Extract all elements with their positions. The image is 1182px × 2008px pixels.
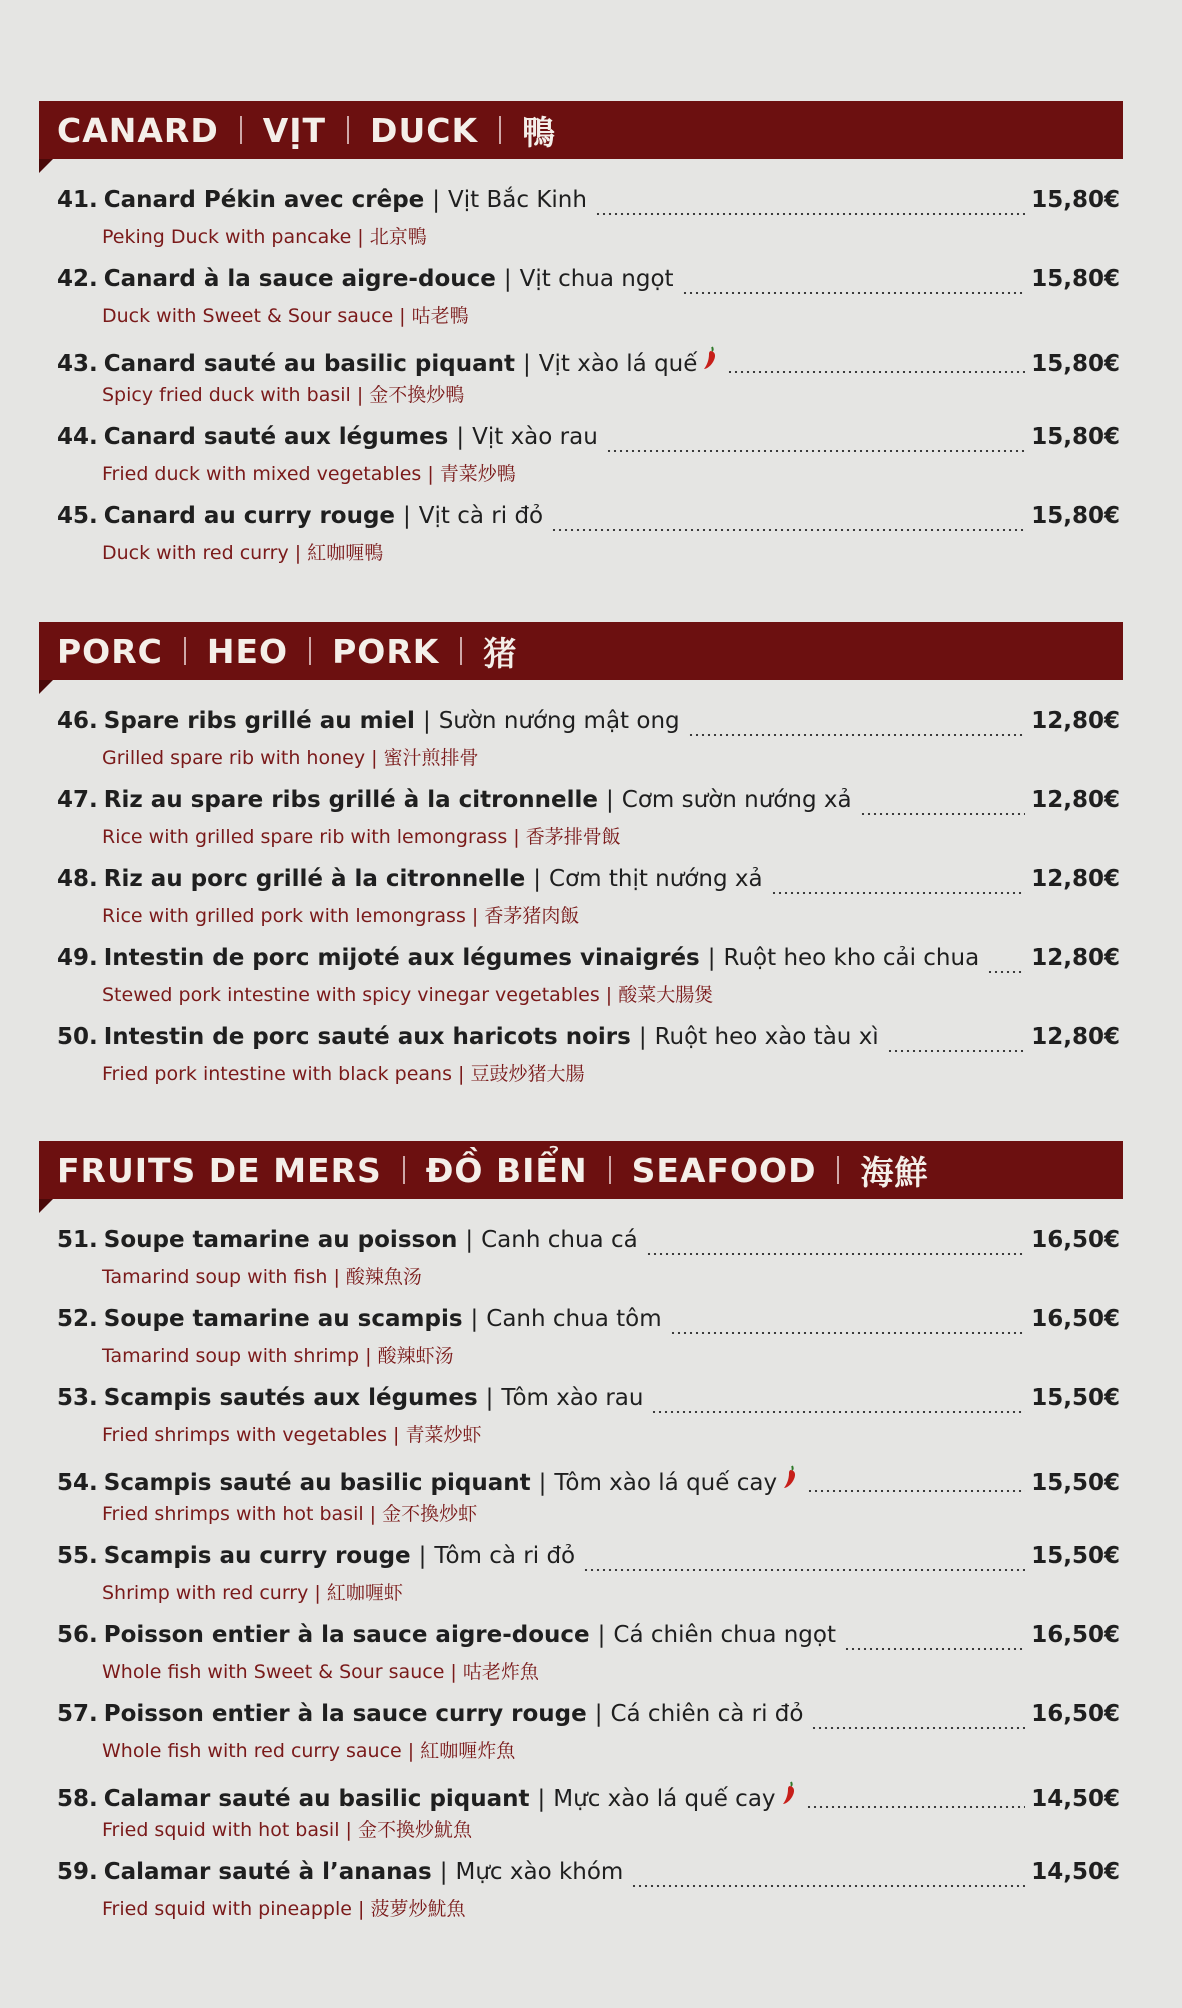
- dotted-leader: [682, 292, 1026, 294]
- item-price: 12,80€: [1031, 708, 1120, 734]
- item-name-separator: |: [503, 266, 512, 292]
- dotted-leader: [987, 971, 1025, 973]
- item-number: 50.: [57, 1024, 98, 1050]
- item-name-separator: |: [538, 1470, 547, 1496]
- item-description: Tamarind soup with shrimp | 酸辣虾汤: [102, 1345, 454, 1367]
- item-price: 15,80€: [1031, 351, 1120, 377]
- header-divider: [837, 1156, 839, 1184]
- section-title-part: DUCK: [370, 110, 479, 150]
- section-header: [39, 1141, 1123, 1199]
- item-number: 54.: [57, 1470, 98, 1496]
- item-number: 47.: [57, 787, 98, 813]
- item-name-vietnamese: Vịt xào lá quế: [538, 351, 698, 377]
- item-number: 55.: [57, 1543, 98, 1569]
- menu-item-line: [57, 1543, 1120, 1577]
- header-divider: [609, 1156, 611, 1184]
- item-description: Rice with grilled spare rib with lemongrass | 香茅排骨飯: [102, 826, 621, 848]
- dotted-leader: [688, 734, 1026, 736]
- item-name-vietnamese: Cơm thịt nướng xả: [549, 866, 763, 892]
- dotted-leader: [771, 892, 1026, 894]
- item-number: 56.: [57, 1622, 98, 1648]
- menu-item: [57, 1622, 1120, 1701]
- item-name-vietnamese: Cơm sườn nướng xả: [621, 787, 852, 813]
- menu-item-line: [57, 345, 1120, 379]
- item-price: 15,80€: [1031, 266, 1120, 292]
- chili-pepper-icon: [701, 345, 719, 376]
- item-name-separator: |: [707, 945, 716, 971]
- item-number: 53.: [57, 1385, 98, 1411]
- section-title-part: SEAFOOD: [631, 1150, 817, 1190]
- menu-item-line: [57, 1780, 1120, 1814]
- menu-item: [57, 266, 1120, 345]
- item-name-separator: |: [485, 1385, 494, 1411]
- item-price: 12,80€: [1031, 866, 1120, 892]
- item-description: Peking Duck with pancake | 北京鴨: [102, 226, 427, 248]
- dotted-leader: [631, 1885, 1025, 1887]
- menu-item: [57, 1024, 1120, 1103]
- item-number: 44.: [57, 424, 98, 450]
- header-divider: [240, 116, 242, 144]
- item-name-separator: |: [418, 1543, 427, 1569]
- item-name-french: Canard sauté au basilic piquant: [103, 351, 515, 377]
- item-price: 16,50€: [1031, 1701, 1120, 1727]
- item-price: 15,50€: [1031, 1385, 1120, 1411]
- section-title-part: 猪: [483, 633, 518, 673]
- item-price: 15,80€: [1031, 424, 1120, 450]
- menu-item-line: [57, 503, 1120, 537]
- menu-item-line: [57, 424, 1120, 458]
- dotted-leader: [807, 1490, 1025, 1492]
- item-name-vietnamese: Sườn nướng mật ong: [438, 708, 680, 734]
- item-name-vietnamese: Vịt xào rau: [472, 424, 598, 450]
- dotted-leader: [806, 1806, 1026, 1808]
- menu-items: [57, 187, 1120, 582]
- item-name-french: Scampis au curry rouge: [103, 1543, 411, 1569]
- menu-item: [57, 945, 1120, 1024]
- item-name-french: Riz au porc grillé à la citronnelle: [103, 866, 526, 892]
- item-name-vietnamese: Ruột heo xào tàu xì: [654, 1024, 879, 1050]
- item-price: 12,80€: [1031, 1024, 1120, 1050]
- section-title-part: PORK: [332, 631, 440, 671]
- item-name-vietnamese: Tôm xào rau: [501, 1385, 644, 1411]
- item-name-separator: |: [470, 1306, 479, 1332]
- menu-item-line: [57, 1464, 1120, 1498]
- item-name-vietnamese: Vịt chua ngọt: [519, 266, 674, 292]
- item-name-separator: |: [422, 708, 431, 734]
- dotted-leader: [887, 1050, 1026, 1052]
- menu-item-line: [57, 866, 1120, 900]
- menu-item: [57, 1464, 1120, 1543]
- menu-item: [57, 187, 1120, 266]
- item-name-separator: |: [432, 187, 441, 213]
- item-price: 14,50€: [1031, 1786, 1120, 1812]
- menu-item-line: [57, 266, 1120, 300]
- item-name-french: Intestin de porc sauté aux haricots noirs: [103, 1024, 631, 1050]
- item-price: 12,80€: [1031, 787, 1120, 813]
- dotted-leader: [727, 371, 1025, 373]
- item-name-french: Soupe tamarine au poisson: [103, 1227, 458, 1253]
- item-name-french: Intestin de porc mijoté aux légumes vinaigrés: [103, 945, 700, 971]
- menu-item: [57, 503, 1120, 582]
- item-name-french: Riz au spare ribs grillé à la citronnelle: [103, 787, 599, 813]
- item-name-vietnamese: Vịt Bắc Kinh: [448, 187, 587, 213]
- item-name-french: Spare ribs grillé au miel: [103, 708, 415, 734]
- item-description: Grilled spare rib with honey | 蜜汁煎排骨: [102, 747, 479, 769]
- dotted-leader: [670, 1332, 1026, 1334]
- menu-item: [57, 866, 1120, 945]
- menu-item: [57, 1385, 1120, 1464]
- item-description: Fried duck with mixed vegetables | 青菜炒鴨: [102, 463, 516, 485]
- section-title-part: 海鮮: [860, 1152, 929, 1192]
- menu-item-line: [57, 945, 1120, 979]
- menu-item: [57, 787, 1120, 866]
- header-divider: [347, 116, 349, 144]
- item-description: Fried shrimps with vegetables | 青菜炒虾: [102, 1424, 482, 1446]
- section-header: [39, 101, 1123, 159]
- item-description: Tamarind soup with fish | 酸辣魚汤: [102, 1266, 422, 1288]
- section-title-part: FRUITS DE MERS: [57, 1150, 382, 1190]
- item-name-french: Canard sauté aux légumes: [103, 424, 449, 450]
- item-description: Whole fish with red curry sauce | 紅咖喱炸魚: [102, 1740, 516, 1762]
- item-name-vietnamese: Canh chua tôm: [486, 1306, 662, 1332]
- item-name-french: Soupe tamarine au scampis: [103, 1306, 463, 1332]
- menu-item-line: [57, 1622, 1120, 1656]
- dotted-leader: [551, 529, 1025, 531]
- item-price: 15,50€: [1031, 1543, 1120, 1569]
- dotted-leader: [860, 813, 1026, 815]
- menu-item-line: [57, 787, 1120, 821]
- menu-item-line: [57, 1024, 1120, 1058]
- item-number: 51.: [57, 1227, 98, 1253]
- item-description: Fried squid with pineapple | 菠萝炒魷魚: [102, 1898, 466, 1920]
- item-description: Duck with Sweet & Sour sauce | 咕老鴨: [102, 305, 469, 327]
- menu-item: [57, 1543, 1120, 1622]
- menu-item: [57, 1701, 1120, 1780]
- item-number: 58.: [57, 1786, 98, 1812]
- item-name-separator: |: [597, 1622, 606, 1648]
- item-name-separator: |: [533, 866, 542, 892]
- header-divider: [184, 637, 186, 665]
- item-description: Whole fish with Sweet & Sour sauce | 咕老炸魚: [102, 1661, 539, 1683]
- item-description: Fried pork intestine with black peans | 豆豉炒猪大腸: [102, 1063, 585, 1085]
- menu-item: [57, 345, 1120, 424]
- item-name-vietnamese: Mực xào lá quế cay: [553, 1786, 776, 1812]
- item-name-french: Canard à la sauce aigre-douce: [103, 266, 496, 292]
- item-price: 12,80€: [1031, 945, 1120, 971]
- item-name-french: Poisson entier à la sauce aigre-douce: [103, 1622, 590, 1648]
- item-name-vietnamese: Cá chiên chua ngọt: [613, 1622, 836, 1648]
- dotted-leader: [583, 1569, 1025, 1571]
- dotted-leader: [811, 1727, 1025, 1729]
- section-header: [39, 622, 1123, 680]
- menu-item-line: [57, 1859, 1120, 1893]
- item-name-separator: |: [465, 1227, 474, 1253]
- item-name-separator: |: [594, 1701, 603, 1727]
- dotted-leader: [651, 1411, 1025, 1413]
- item-number: 59.: [57, 1859, 98, 1885]
- item-name-french: Scampis sautés aux légumes: [103, 1385, 478, 1411]
- header-divider: [403, 1156, 405, 1184]
- item-name-separator: |: [523, 351, 531, 377]
- item-price: 15,50€: [1031, 1470, 1120, 1496]
- item-name-vietnamese: Canh chua cá: [481, 1227, 638, 1253]
- header-divider: [460, 637, 462, 665]
- item-number: 41.: [57, 187, 98, 213]
- item-name-vietnamese: Mực xào khóm: [455, 1859, 624, 1885]
- item-description: Fried shrimps with hot basil | 金不換炒虾: [102, 1503, 478, 1525]
- item-price: 16,50€: [1031, 1622, 1120, 1648]
- chili-pepper-icon: [781, 1464, 799, 1495]
- chili-pepper-icon: [780, 1780, 798, 1811]
- menu-item: [57, 1227, 1120, 1306]
- item-name-french: Scampis sauté au basilic piquant: [103, 1470, 531, 1496]
- item-description: Spicy fried duck with basil | 金不換炒鴨: [102, 384, 465, 406]
- section-title-part: VỊT: [262, 110, 327, 150]
- item-name-vietnamese: Ruột heo kho cải chua: [723, 945, 980, 971]
- item-name-separator: |: [638, 1024, 647, 1050]
- item-price: 14,50€: [1031, 1859, 1120, 1885]
- item-name-separator: |: [403, 503, 411, 529]
- menu-item: [57, 708, 1120, 787]
- item-description: Rice with grilled pork with lemongrass | 香茅猪肉飯: [102, 905, 580, 927]
- menu-item-line: [57, 1227, 1120, 1261]
- item-name-french: Canard au curry rouge: [103, 503, 396, 529]
- menu-item-line: [57, 187, 1120, 221]
- item-price: 15,80€: [1031, 187, 1120, 213]
- section-title-part: 鴨: [522, 112, 557, 152]
- item-name-vietnamese: Vịt cà ri đỏ: [418, 503, 544, 529]
- section-title-part: ĐỒ BIỂN: [425, 1150, 588, 1190]
- menu-item-line: [57, 708, 1120, 742]
- dotted-leader: [595, 213, 1025, 215]
- item-name-vietnamese: Tôm cà ri đỏ: [434, 1543, 576, 1569]
- dotted-leader: [844, 1648, 1025, 1650]
- menu-item: [57, 424, 1120, 503]
- item-number: 45.: [57, 503, 98, 529]
- section-title-part: HEO: [206, 631, 289, 671]
- header-divider: [309, 637, 311, 665]
- item-number: 52.: [57, 1306, 98, 1332]
- menu-items: [57, 1227, 1120, 1938]
- menu-item: [57, 1859, 1120, 1938]
- item-name-separator: |: [606, 787, 614, 813]
- item-number: 49.: [57, 945, 98, 971]
- item-name-vietnamese: Cá chiên cà ri đỏ: [610, 1701, 804, 1727]
- item-name-separator: |: [456, 424, 465, 450]
- item-number: 57.: [57, 1701, 98, 1727]
- item-name-french: Canard Pékin avec crêpe: [103, 187, 425, 213]
- item-price: 15,80€: [1031, 503, 1120, 529]
- dotted-leader: [646, 1253, 1026, 1255]
- item-name-french: Poisson entier à la sauce curry rouge: [103, 1701, 587, 1727]
- menu-item-line: [57, 1385, 1120, 1419]
- item-name-french: Calamar sauté au basilic piquant: [103, 1786, 530, 1812]
- item-number: 48.: [57, 866, 98, 892]
- menu-item: [57, 1306, 1120, 1385]
- section-title-part: PORC: [57, 631, 163, 671]
- item-description: Fried squid with hot basil | 金不換炒魷魚: [102, 1819, 472, 1841]
- menu-items: [57, 708, 1120, 1103]
- item-name-french: Calamar sauté à l’ananas: [103, 1859, 432, 1885]
- item-number: 42.: [57, 266, 98, 292]
- header-divider: [499, 116, 501, 144]
- item-number: 46.: [57, 708, 98, 734]
- section-title-part: CANARD: [57, 110, 219, 150]
- dotted-leader: [606, 450, 1025, 452]
- item-description: Duck with red curry | 紅咖喱鴨: [102, 542, 384, 564]
- item-name-separator: |: [537, 1786, 546, 1812]
- item-description: Stewed pork intestine with spicy vinegar vegetables | 酸菜大腸煲: [102, 984, 714, 1006]
- item-name-vietnamese: Tôm xào lá quế cay: [554, 1470, 778, 1496]
- item-description: Shrimp with red curry | 紅咖喱虾: [102, 1582, 403, 1604]
- item-number: 43.: [57, 351, 98, 377]
- item-price: 16,50€: [1031, 1306, 1120, 1332]
- item-name-separator: |: [439, 1859, 448, 1885]
- menu-item-line: [57, 1306, 1120, 1340]
- menu-item-line: [57, 1701, 1120, 1735]
- menu-item: [57, 1780, 1120, 1859]
- item-price: 16,50€: [1031, 1227, 1120, 1253]
